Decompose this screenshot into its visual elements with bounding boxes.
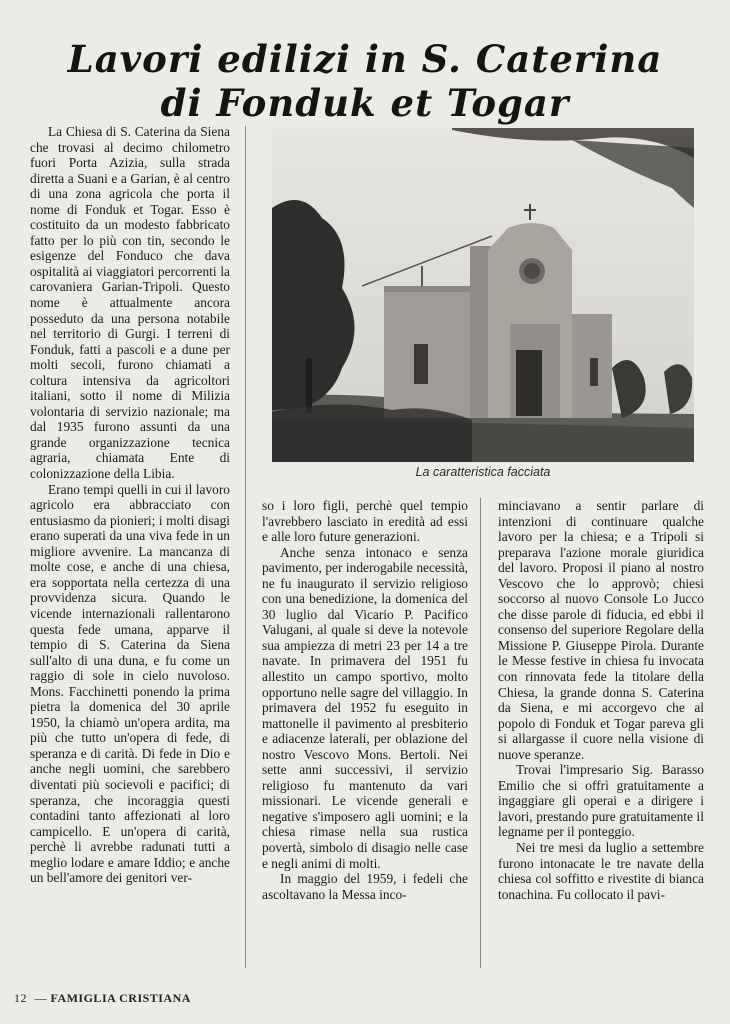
- article-column-2: [262, 498, 468, 970]
- article-column-3: [498, 498, 704, 970]
- paragraph: Nei tre mesi da luglio a settembre furono intonacate le tre navate della chiesa col soffitto e rivestite di bianca tonachina. Fu collocato il pavi-: [498, 840, 704, 902]
- magazine-name: FAMIGLIA CRISTIANA: [50, 991, 191, 1005]
- paragraph: so i loro figli, perchè quel tempio l'avrebbero lasciato in eredità ad essi e alle loro future generazioni.: [262, 498, 468, 545]
- paragraph: La Chiesa di S. Caterina da Siena che trovasi al decimo chilometro fuori Porta Azizia, sulla strada diretta a Suani e a Garian, è al centro di una zona agricola che porta il nome di Fonduk et Togar. Esso è costituito da un modesto fabbricato fatto per lo più con tin, secondo le esigenze del Fonduco che dava ospitalità ai viaggiatori percorrenti la carovaniera Garian-Tripoli. Questo nome è attualmente ancora posseduto da una persona notabile nel territorio di Gurgi. I terreni di Fonduk, fatti a pascoli e a dune per molti secoli, furono chiamati a coltura intensiva da agricoltori italiani, sotto il nome di Milizia volontaria di servizio nazionale; ma dal 1935 furono assunti da una grande organizzazione tecnica agraria, chiamata Ente di colonizzazione della Libia.: [30, 124, 230, 482]
- column-divider: [245, 126, 246, 968]
- church-photo: [272, 128, 694, 462]
- photo-caption: La caratteristica facciata: [415, 465, 551, 479]
- paragraph: In maggio del 1959, i fedeli che ascoltavano la Messa inco-: [262, 871, 468, 902]
- title-line-1: Lavori edilizi in S. Caterina: [67, 36, 663, 81]
- footer-separator: —: [34, 991, 47, 1005]
- paragraph: minciavano a sentir parlare di intenzioni di continuare qualche lavoro per la chiesa; e a Tripoli si preparava l'azione morale giuridica del lavoro. Proposi il piano al nostro Vescovo che lo approvò; chiesi soccorso al nuovo Console Lo Jucco che disse parole di fiducia, ed ebbi il consenso del superiore Regolare della Missione P. Giuseppe Pirola. Durante le Messe festive in chiesa fu invocata con rinnovata fede la titolare della Chiesa, la grande donna S. Caterina da Siena, e mi accorgevo che al popolo di Fonduk et Togar pareva gli si allargasse il cuore nella visione di nuove speranze.: [498, 498, 704, 762]
- paragraph: Anche senza intonaco e senza pavimento, per inderogabile necessità, ne fu inaugurato il servizio religioso con una benedizione, la domenica del 30 luglio dal Vicario P. Pacifico Valugani, al quale si deve la notevole sua ampiezza di metri 23 per 14 a tre navate. In primavera del 1951 fu allestito un campo sportivo, molto opportuno nelle sagre del villaggio. In primavera del 1952 fu eseguito in mattonelle il pavimento al presbiterio e adiacenze laterali, per oblazione del nostro Vescovo Mons. Bertoli. Nei sette anni successivi, il servizio religioso fu mantenuto da vari missionari. Le vicende generali e negative s'imposero agli uomini; e la chiesa rimase nella sua rustica povertà, simbolo di disagio nelle case e negli animi di molti.: [262, 544, 468, 871]
- article-column-1: [30, 124, 230, 970]
- article-title: [0, 37, 730, 125]
- paragraph: Trovai l'impresario Sig. Barasso Emilio che si offrì gratuitamente a ingaggiare gli operai e a dirigere i lavori, prestando pure gratuitamente il legname per il ponteggio.: [498, 762, 704, 840]
- paragraph: Erano tempi quelli in cui il lavoro agricolo era abbracciato con entusiasmo da pionieri; i molti disagi erano superati da una viva fede in un migliore avvenire. La mancanza di molte cose, e anche di una chiesa, era sopportata nella certezza di una provvidenza sicura. Quando le vicende internazionali rallentarono questa fede umana, apparve il tempio di S. Caterina da Siena sull'alto di una duna, e fu come un raggio di sole in cielo nuvoloso. Mons. Facchinetti ponendo la prima pietra la domenica del 30 aprile 1950, la chiamò un'opera ardita, ma più che tutto un'opera di fede, di speranza e di carità. Di fede in Dio e anche negli uomini, che sarebbero diventati più socievoli e pacifici; di speranza, che incoraggia questi contadini tanto affezionati al loro campicello. E un'opera di carità, perchè li avrebbe radunati tutti a meglio lodare e amare Iddio; e anche un bell'amore dei genitori ver-: [30, 481, 230, 886]
- page-number: 12: [14, 991, 27, 1005]
- page-footer: [14, 991, 191, 1006]
- title-line-2: di Fonduk et Togar: [160, 80, 570, 125]
- column-divider: [480, 498, 481, 968]
- church-facade-image: [272, 128, 694, 462]
